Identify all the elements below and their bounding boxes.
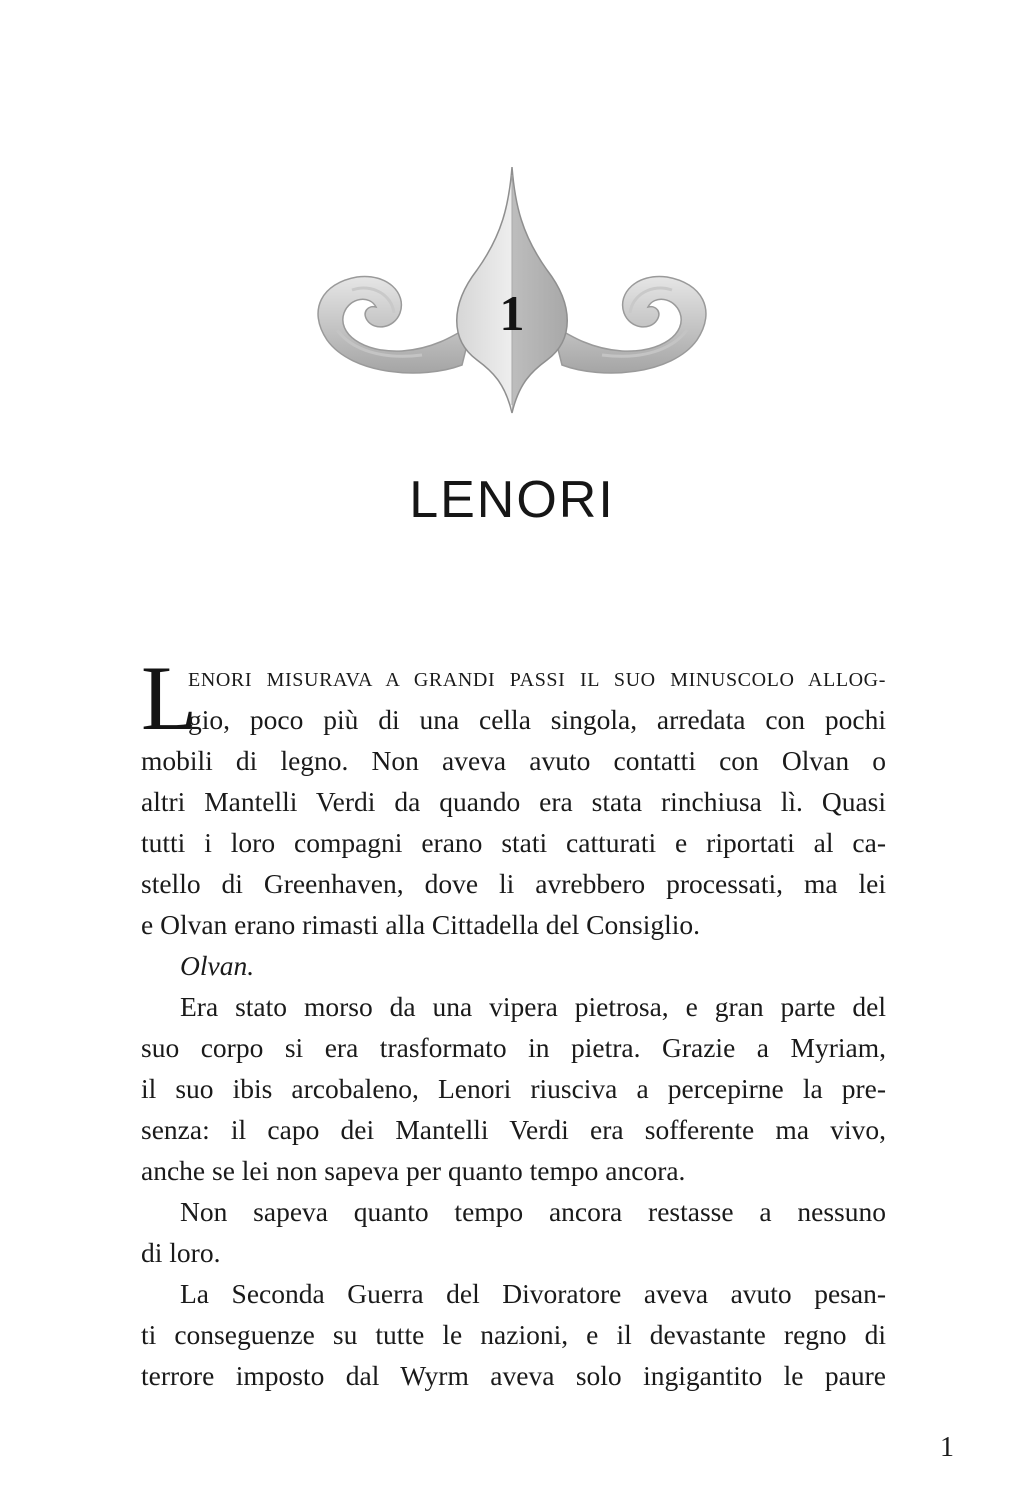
text-line-8: Olvan. bbox=[180, 950, 255, 981]
text-line-11: il suo ibis arcobaleno, Lenori riusciva a percepirne la pre- bbox=[141, 1073, 886, 1104]
text-line-6: stello di Greenhaven, dove li avrebbero processati, ma lei bbox=[141, 868, 886, 899]
text-line-17: ti conseguenze su tutte le nazioni, e il devastante regno di bbox=[141, 1319, 886, 1350]
text-line-9: Era stato morso da una vipera pietrosa, e gran parte del bbox=[180, 991, 886, 1022]
chapter-title: LENORI bbox=[409, 471, 615, 529]
text-line-18: terrore imposto dal Wyrm aveva solo ingigantito le paure bbox=[141, 1360, 886, 1391]
text-line-2: gio, poco più di una cella singola, arredata con pochi bbox=[188, 704, 886, 735]
text-line-16: La Seconda Guerra del Divoratore aveva avuto pesan- bbox=[180, 1278, 886, 1309]
text-line-14: Non sapeva quanto tempo ancora restasse a nessuno bbox=[180, 1196, 886, 1227]
text-line-4: altri Mantelli Verdi da quando era stata rinchiusa lì. Quasi bbox=[141, 786, 886, 817]
text-line-7: e Olvan erano rimasti alla Cittadella del Consiglio. bbox=[141, 909, 701, 940]
text-line-5: tutti i loro compagni erano stati catturati e riportati al ca- bbox=[141, 827, 886, 858]
text-line-12: senza: il capo dei Mantelli Verdi era sofferente ma vivo, bbox=[141, 1114, 886, 1145]
drop-cap: L bbox=[141, 647, 198, 749]
chapter-number: 1 bbox=[499, 285, 525, 341]
text-line-3: mobili di legno. Non aveva avuto contatti con Olvan o bbox=[141, 745, 886, 776]
page-number: 1 bbox=[940, 1432, 954, 1463]
text-line-10: suo corpo si era trasformato in pietra. Grazie a Myriam, bbox=[141, 1032, 886, 1063]
text-line-15: di loro. bbox=[141, 1237, 221, 1268]
text-line-13: anche se lei non sapeva per quanto tempo ancora. bbox=[141, 1155, 686, 1186]
text-line-1: ENORI MISURAVA A GRANDI PASSI IL SUO MINUSCOLO ALLOG- bbox=[188, 669, 886, 691]
